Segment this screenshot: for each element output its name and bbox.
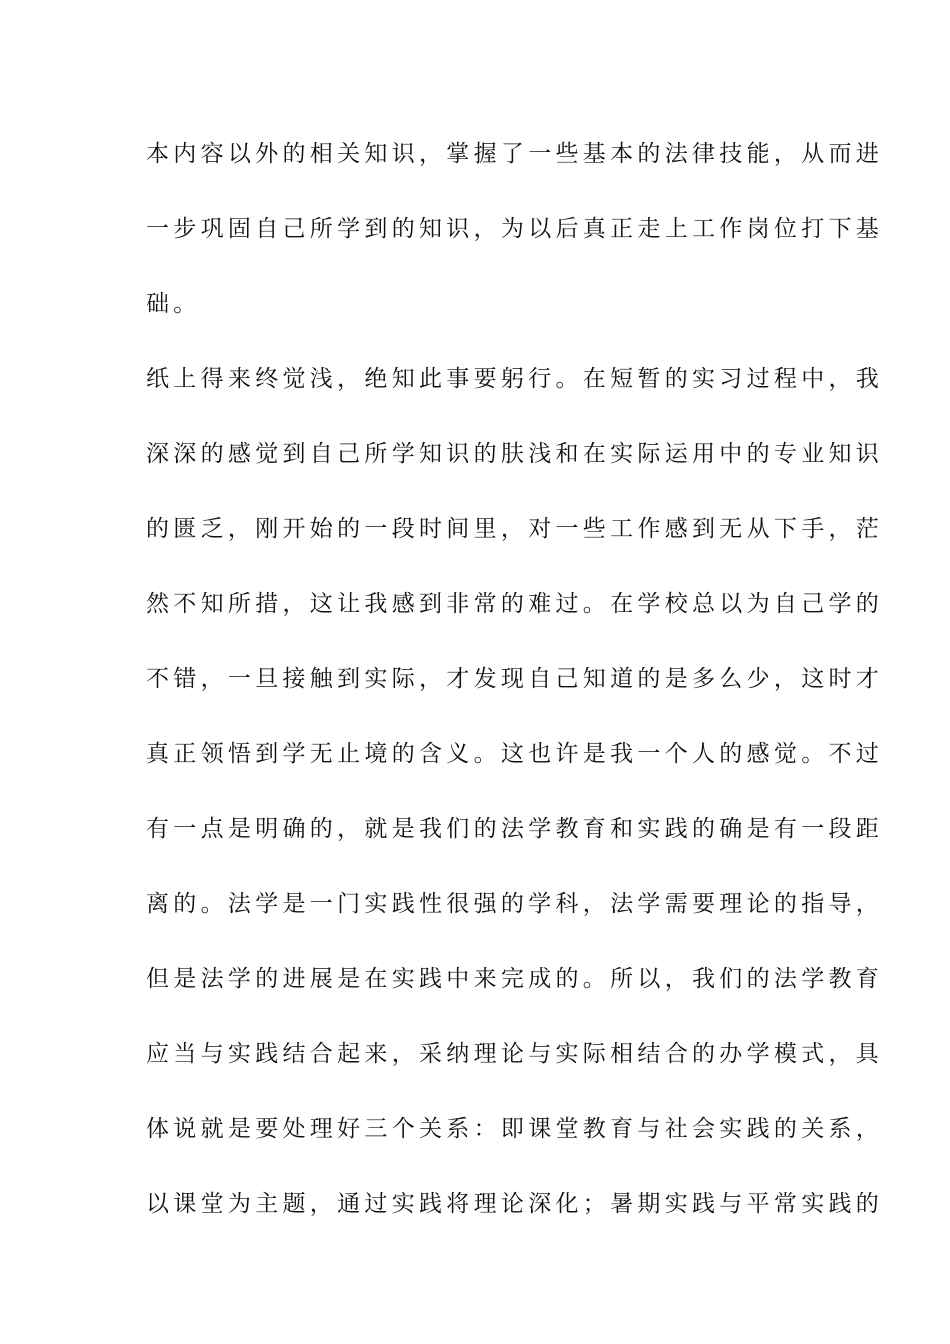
text-line: 深深的感觉到自己所学知识的肤浅和在实际运用中的专业知识 — [146, 441, 884, 467]
text-line: 有一点是明确的，就是我们的法学教育和实践的确是有一段距 — [146, 816, 884, 842]
text-line: 础。 — [146, 291, 201, 317]
text-line: 体说就是要处理好三个关系：即课堂教育与社会实践的关系， — [146, 1116, 884, 1142]
text-line: 以课堂为主题，通过实践将理论深化；暑期实践与平常实践的 — [146, 1191, 884, 1217]
body-text — [146, 136, 884, 1261]
text-line: 不错，一旦接触到实际，才发现自己知道的是多么少，这时才 — [146, 666, 884, 692]
text-line: 一步巩固自己所学到的知识，为以后真正走上工作岗位打下基 — [146, 216, 884, 242]
text-line: 的匮乏，刚开始的一段时间里，对一些工作感到无从下手，茫 — [146, 516, 884, 542]
text-line: 真正领悟到学无止境的含义。这也许是我一个人的感觉。不过 — [146, 741, 884, 767]
text-line: 应当与实践结合起来，采纳理论与实际相结合的办学模式，具 — [146, 1041, 884, 1067]
text-line: 纸上得来终觉浅，绝知此事要躬行。在短暂的实习过程中，我 — [146, 366, 884, 392]
text-line: 但是法学的进展是在实践中来完成的。所以，我们的法学教育 — [146, 966, 884, 992]
text-line: 然不知所措，这让我感到非常的难过。在学校总以为自己学的 — [146, 591, 884, 617]
text-line: 本内容以外的相关知识，掌握了一些基本的法律技能，从而进 — [146, 141, 884, 167]
text-line: 离的。法学是一门实践性很强的学科，法学需要理论的指导， — [146, 891, 884, 917]
